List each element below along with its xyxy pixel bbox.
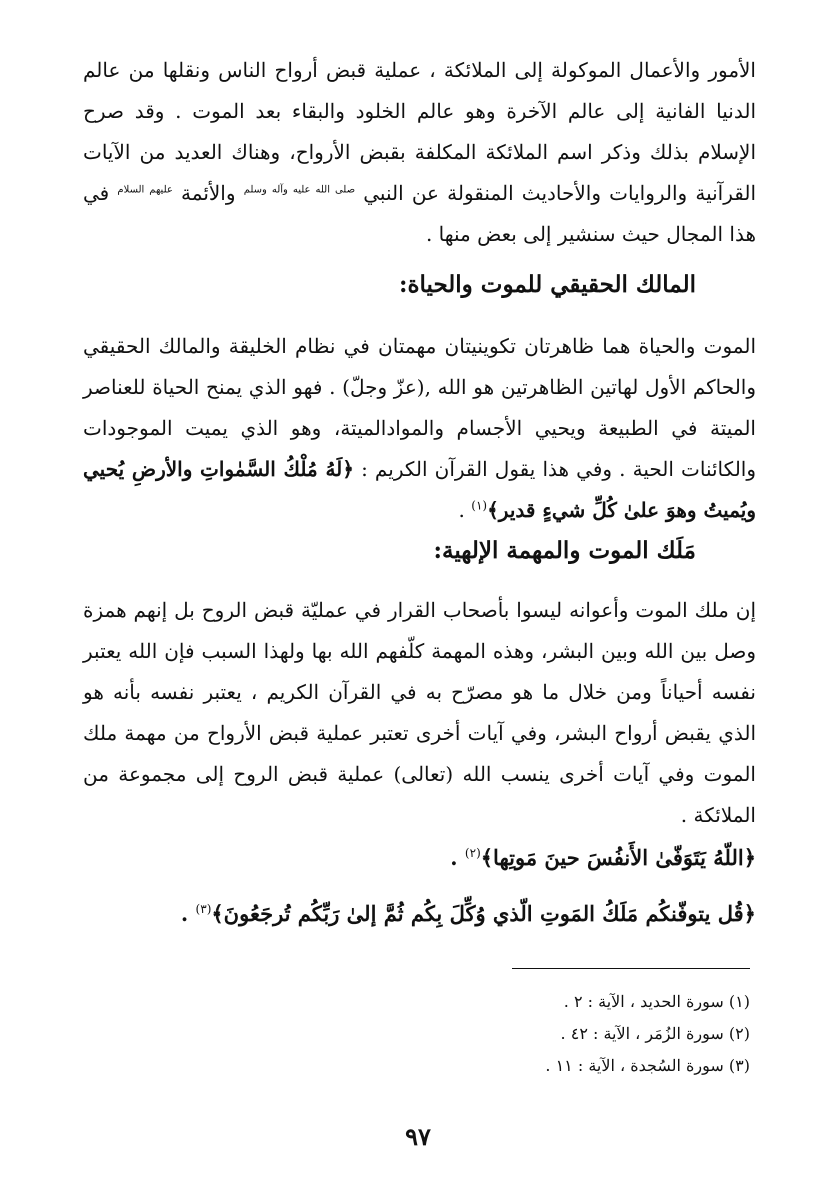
quran-verse-2-end: . <box>180 901 189 926</box>
paragraph-2-text: الموت والحياة هما ظاهرتان تكوينيتان مهمتان في نظام الخليقة والمالك الحقيقي والحاكم الأول لهاتين الظاهرتين هو الله ,(عزّ وجلّ) . فهو الذي يمنح الحياة للعناصر الميتة في الطبيعة ويحيي الأجسام والموادالميتة، وهو الذي يميت الموجودات والكائنات الحية . وفي هذا يقول القرآن الكريم : <box>83 334 757 481</box>
footnote-item: (٣) سورة السُجدة ، الآية : ١١ . <box>545 1056 750 1075</box>
paragraph-2 <box>83 326 756 531</box>
paragraph-2-end: . <box>458 498 465 522</box>
quran-verse-2-text: ﴿قُل يتوفّنكُم مَلَكُ المَوتِ الّذي وُكِّلَ بِكُم ثُمَّ إلىٰ رَبِّكُم تُرجَعُونَ﴾ <box>211 901 756 926</box>
footnote-ref-3: (٣) <box>195 902 212 916</box>
footnote-ref-2: (٢) <box>464 846 481 860</box>
section-heading-angel-of-death: مَلَك الموت والمهمة الإلهية: <box>433 537 696 564</box>
quran-verse-1 <box>83 840 756 876</box>
footnote-ref-1: (١) <box>471 498 488 513</box>
paragraph-2-body <box>83 326 756 531</box>
page-number: ٩٧ <box>405 1122 431 1151</box>
honorific-imams: عليهم السلام <box>117 184 173 196</box>
paragraph-1-text-mid: والأئمة <box>181 181 236 205</box>
quran-verse-2 <box>83 896 756 932</box>
paragraph-3 <box>83 590 756 836</box>
paragraph-1-text-end: في هذا المجال حيث سنشير إلى بعض منها . <box>83 181 756 246</box>
footnote-divider <box>512 968 750 969</box>
footnote-item: (١) سورة الحديد ، الآية : ٢ . <box>563 992 750 1011</box>
footnotes-list <box>350 986 750 1082</box>
honorific-prophet: صلى الله عليه وآله وسلم <box>243 184 356 196</box>
section-heading-true-owner: المالك الحقيقي للموت والحياة: <box>398 271 696 298</box>
quran-verse-1-text: ﴿اللّهُ يَتَوَفّىٰ الأَنفُسَ حينَ مَوتِها﴾ <box>480 845 756 870</box>
paragraph-3-body: إن ملك الموت وأعوانه ليسوا بأصحاب القرار في عمليّة قبض الروح بل إنهم همزة وصل بين الله وبين البشر، وهذه المهمة كلّفهم الله بها ولهذا السبب فإن الله يعتبر نفسه أحياناً ومن خلال ما هو مصرّح به في القرآن الكريم ، يعتبر نفسه بأنه هو الذي يقبض أرواح البشر، وفي آيات أخرى تعتبر عملية قبض الأرواح من مهمة ملك الموت وفي آيات أخرى ينسب الله (تعالى) عملية قبض الروح إلى مجموعة من الملائكة . <box>83 598 756 827</box>
footnote-item: (٢) سورة الزُمَر ، الآية : ٤٢ . <box>560 1024 750 1043</box>
paragraph-1-body <box>83 50 756 255</box>
quran-quote-1: ﴿لَهُ مُلْكُ السَّمٰواتِ والأرضِ يُحيي ويُميتُ وهوَ علىٰ كُلِّ شيءٍ قدير﴾ <box>83 457 756 522</box>
quran-verse-1-end: . <box>450 845 458 870</box>
paragraph-1 <box>83 50 756 255</box>
paragraph-1-text: الأمور والأعمال الموكولة إلى الملائكة ، عملية قبض أرواح الناس ونقلها من عالم الدنيا الفانية إلى عالم الآخرة وهو عالم الخلود والبقاء بعد الموت . وقد صرح الإسلام بذلك وذكر اسم الملائكة المكلفة بقبض الأرواح، وهناك العديد من الآيات القرآنية والروايات والأحاديث المنقولة عن النبي <box>83 58 757 205</box>
